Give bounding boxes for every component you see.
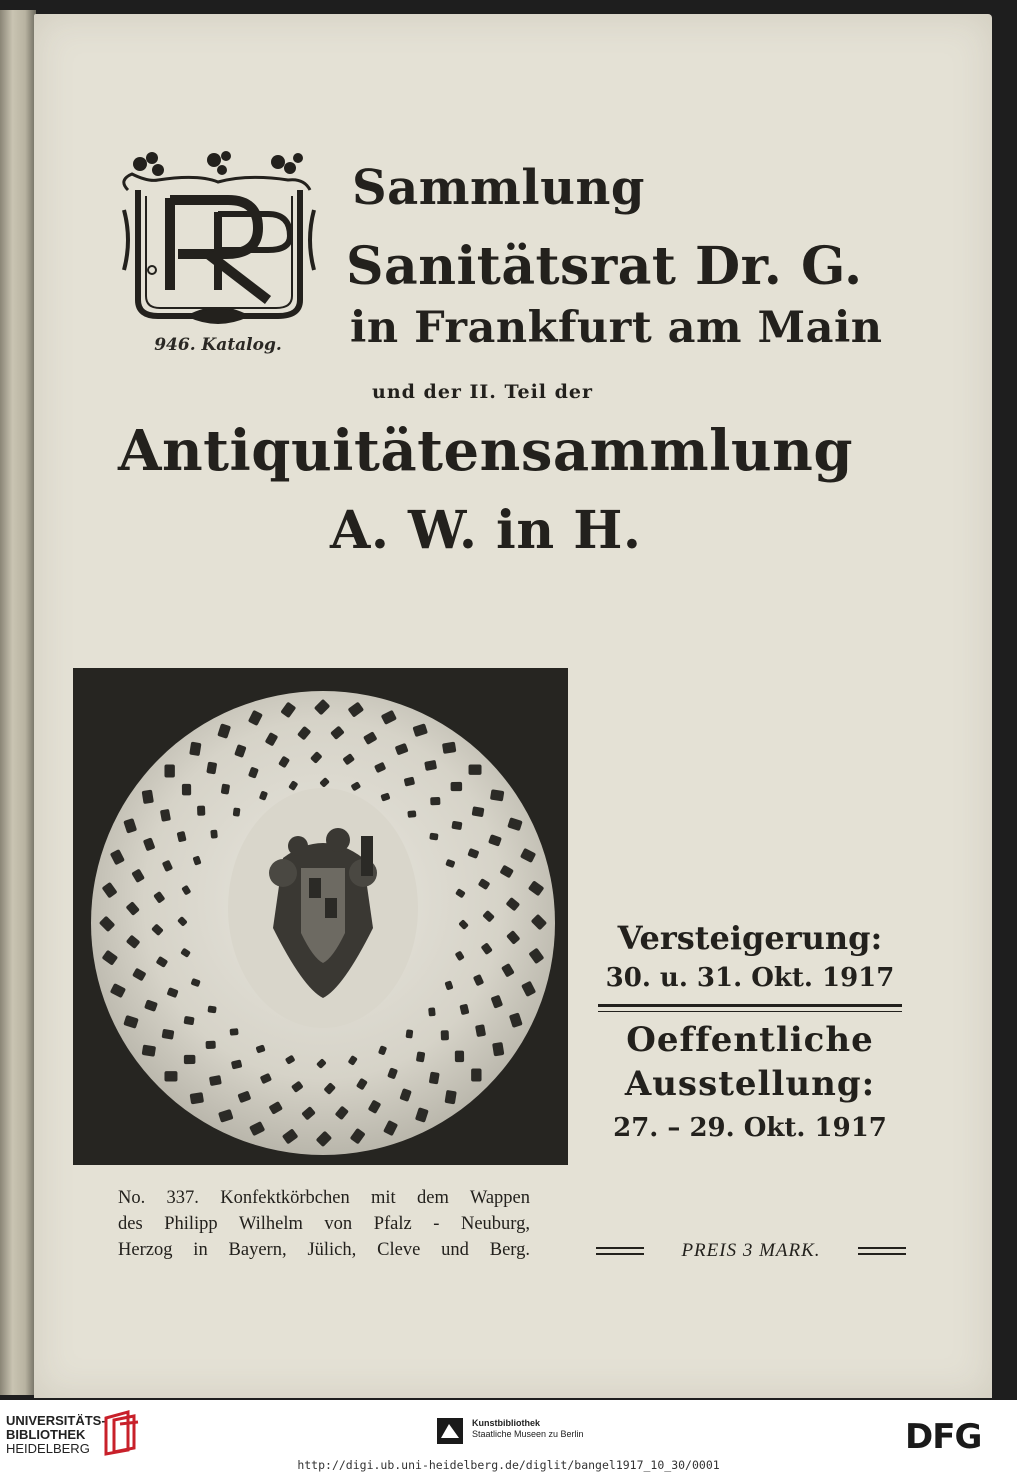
caption-line: Herzog in Bayern, Jülich, Cleve und Berg.: [118, 1240, 530, 1260]
basket-lattice-hole: [405, 1029, 413, 1038]
collection-title: Sammlung: [352, 160, 645, 216]
second-collection-title: Antiquitätensammlung: [118, 418, 853, 484]
kb-name-line: Kunstbibliothek: [472, 1418, 540, 1428]
price-line: [596, 1240, 906, 1266]
exhibition-heading-line2: Ausstellung:: [624, 1064, 876, 1104]
kb-name-line: Staatliche Museen zu Berlin: [472, 1429, 584, 1439]
book-binding-edge: [0, 10, 36, 1395]
auction-dates: 30. u. 31. Okt. 1917: [605, 963, 895, 993]
basket-lattice-hole: [142, 790, 154, 804]
price-text: PREIS 3 MARK.: [681, 1240, 821, 1261]
basket-lattice-hole: [490, 789, 504, 801]
basket-lattice-hole: [471, 1069, 481, 1082]
kunstbibliothek-logo-icon: [437, 1418, 463, 1444]
exhibition-dates: 27. – 29. Okt. 1917: [613, 1113, 887, 1143]
figure-caption: [118, 1185, 530, 1263]
basket-lattice-hole: [142, 1045, 156, 1057]
exhibition-heading-line1: Oeffentliche: [626, 1020, 874, 1060]
kunstbibliothek-name: [472, 1418, 584, 1440]
library-name-line: HEIDELBERG: [6, 1441, 90, 1456]
basket-lattice-hole: [429, 833, 438, 841]
double-rule-divider: [598, 1004, 902, 1012]
heidelberg-library-logo-icon: [100, 1410, 140, 1456]
caption-line: No. 337. Konfektkörbchen mit dem Wappen: [118, 1188, 530, 1208]
basket-lattice-hole: [207, 1005, 216, 1013]
basket-photograph: [73, 668, 568, 1165]
caption-line: des Philipp Wilhelm von Pfalz - Neuburg,: [118, 1214, 530, 1234]
price-ornament-right: [858, 1247, 906, 1255]
second-collection-owner: A. W. in H.: [330, 500, 642, 561]
basket-lattice-hole: [441, 1030, 449, 1040]
basket-lattice-hole: [197, 806, 205, 816]
basket-lattice-hole: [183, 1016, 194, 1025]
basket-lattice-hole: [210, 830, 218, 839]
auction-info: [590, 918, 910, 1146]
basket-lattice-hole: [469, 764, 482, 774]
collector-location: in Frankfurt am Main: [350, 303, 883, 353]
document-url[interactable]: http://digi.ub.uni-heidelberg.de/diglit/bangel1917_10_30/0001: [297, 1458, 720, 1472]
basket-lattice-hole: [445, 1090, 457, 1104]
basket-lattice-hole: [182, 784, 191, 796]
basket-lattice-hole: [416, 1051, 425, 1062]
basket-lattice-hole: [455, 1051, 464, 1063]
subtitle-connector: und der II. Teil der: [372, 381, 594, 403]
basket-lattice-hole: [407, 810, 416, 818]
basket-lattice-hole: [206, 1041, 216, 1049]
rb-monogram-logo: [118, 150, 318, 330]
price-ornament-left: [596, 1247, 644, 1255]
basket-lattice-hole: [451, 821, 462, 830]
basket-lattice-hole: [189, 742, 201, 756]
basket-lattice-hole: [472, 806, 485, 817]
basket-lattice-hole: [233, 807, 241, 816]
basket-lattice-hole: [451, 782, 463, 791]
heidelberg-library-name: [6, 1414, 106, 1456]
collector-name: Sanitätsrat Dr. G.: [346, 236, 863, 297]
auction-heading: Versteigerung:: [617, 919, 883, 957]
basket-lattice-hole: [492, 1042, 504, 1056]
basket-lattice-hole: [184, 1055, 196, 1064]
catalog-number-label: 946. Katalog.: [154, 335, 282, 355]
basket-lattice-hole: [230, 1028, 239, 1036]
dfg-logo: DFG: [905, 1417, 982, 1457]
basket-lattice-hole: [164, 764, 174, 777]
basket-lattice-hole: [430, 797, 440, 805]
basket-lattice-hole: [162, 1029, 175, 1040]
basket-lattice-hole: [190, 1092, 204, 1104]
library-name-line: UNIVERSITÄTS-: [6, 1413, 106, 1428]
basket-lattice-hole: [221, 783, 230, 794]
library-name-line: BIBLIOTHEK: [6, 1427, 86, 1442]
basket-lattice-hole: [206, 762, 217, 775]
basket-lattice-hole: [428, 1007, 436, 1016]
basket-lattice-hole: [164, 1071, 177, 1081]
basket-lattice-hole: [442, 742, 456, 754]
basket-lattice-hole: [429, 1072, 440, 1085]
